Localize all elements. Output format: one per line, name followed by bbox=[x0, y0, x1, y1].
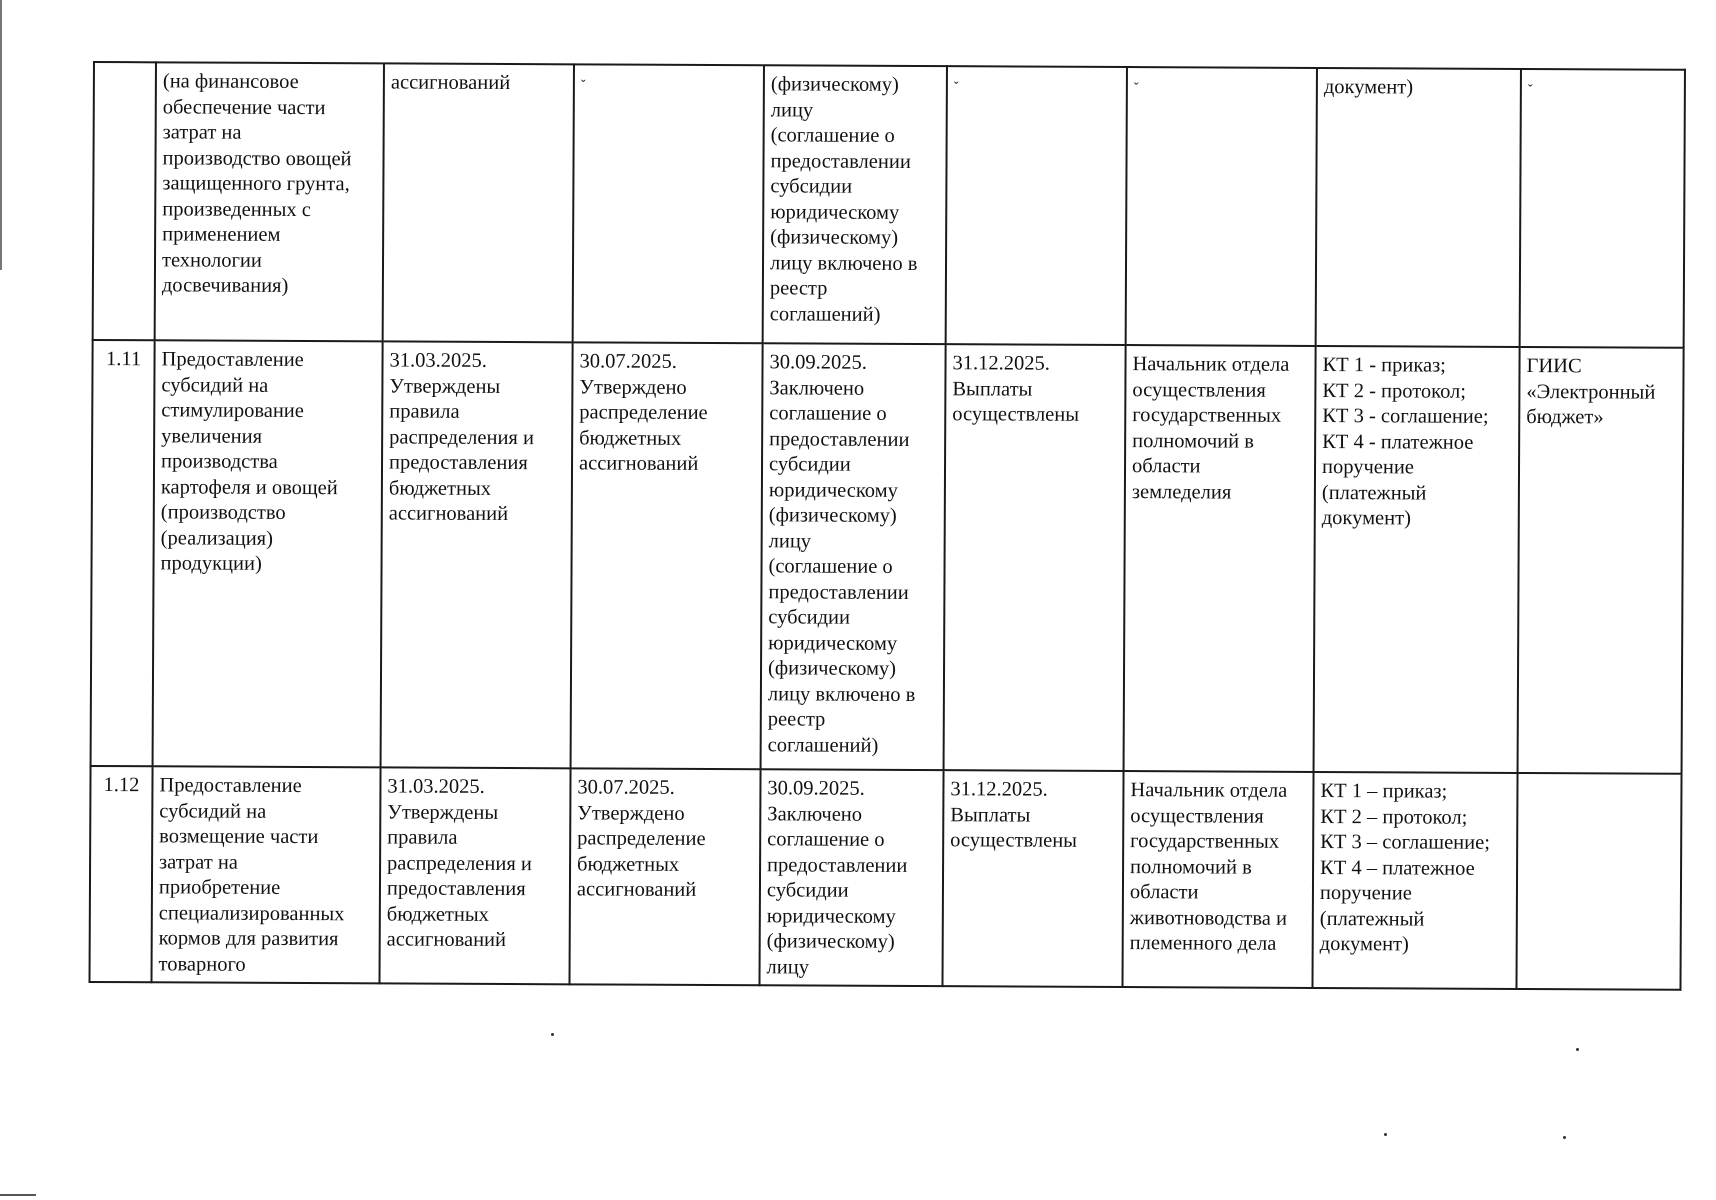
responsible-cell: Начальник отдела осуществления государственных полномочий в области животноводства и племенного дела bbox=[1122, 771, 1313, 988]
table-row bbox=[91, 340, 1684, 774]
control-point-1-cell: 31.03.2025. Утверждены правила распределения и предоставления бюджетных ассигнований bbox=[381, 341, 573, 768]
scan-speck bbox=[1384, 1133, 1387, 1136]
information-system-cell bbox=[1516, 773, 1681, 990]
scan-speck bbox=[1576, 1048, 1579, 1051]
scan-mark-icon: ˇ bbox=[953, 80, 959, 96]
control-point-3-cell: 30.09.2025. Заключено соглашение о предоставлении субсидии юридическому (физическому) лицу bbox=[759, 769, 943, 986]
table-row bbox=[93, 62, 1685, 348]
control-point-4-cell: 31.12.2025. Выплаты осуществлены bbox=[942, 770, 1123, 987]
scan-mark-icon: ˇ bbox=[1527, 83, 1533, 99]
control-point-2-cell: 30.07.2025. Утверждено распределение бюджетных ассигнований bbox=[569, 768, 760, 985]
event-name-cell: Предоставление субсидий на возмещение части затрат на приобретение специализированных кормов для развития товарного bbox=[151, 766, 380, 983]
row-number-cell: 1.11 bbox=[91, 340, 155, 766]
row-number-cell bbox=[93, 62, 156, 340]
control-point-4-cell: 31.12.2025. Выплаты осуществлены bbox=[944, 344, 1126, 771]
scan-mark-icon: ˇ bbox=[1133, 81, 1139, 97]
row-number-cell: 1.12 bbox=[89, 766, 152, 982]
scan-page-edge bbox=[0, 0, 2, 270]
event-name-cell: (на финансовое обеспечение части затрат на производство овощей защищенного грунта, произведенных с применением технологии досвечивания) bbox=[155, 62, 384, 341]
scan-page-edge-bottom bbox=[0, 1194, 36, 1196]
control-point-1-cell: ассигнований bbox=[383, 63, 574, 342]
information-system-cell: ГИИС «Электронный бюджет» bbox=[1518, 347, 1684, 774]
control-point-4-cell bbox=[946, 66, 1127, 345]
scan-speck bbox=[1563, 1136, 1566, 1139]
responsible-cell: Начальник отдела осуществления государственных полномочий в области земледелия bbox=[1124, 345, 1316, 772]
table-row bbox=[89, 766, 1681, 990]
control-point-2-cell: 30.07.2025. Утверждено распределение бюджетных ассигнований bbox=[571, 342, 763, 769]
document-type-cell: КТ 1 - приказ; КТ 2 - протокол; КТ 3 - соглашение; КТ 4 - платежное поручение (платежный документ) bbox=[1314, 346, 1520, 773]
event-name-cell: Предоставление субсидий на стимулирование увеличения производства картофеля и овощей (производство (реализация) продукции) bbox=[153, 340, 383, 767]
document-type-cell: КТ 1 – приказ; КТ 2 – протокол; КТ 3 – соглашение; КТ 4 – платежное поручение (платежный документ) bbox=[1312, 772, 1517, 989]
control-point-3-cell: 30.09.2025. Заключено соглашение о предоставлении субсидии юридическому (физическому) лицу (соглашение о предоставлении субсидии юридическому (физическому) лицу включено в реестр соглашений) bbox=[761, 343, 946, 770]
responsible-cell bbox=[1126, 67, 1317, 346]
control-point-2-cell bbox=[573, 64, 764, 343]
control-point-1-cell: 31.03.2025. Утверждены правила распределения и предоставления бюджетных ассигнований bbox=[379, 767, 570, 984]
scan-speck bbox=[551, 1033, 554, 1036]
document-type-cell: документ) bbox=[1316, 68, 1521, 347]
information-system-cell bbox=[1520, 69, 1685, 348]
scan-mark-icon: ˇ bbox=[580, 78, 586, 94]
control-point-3-cell: (физическому) лицу (соглашение о предоставлении субсидии юридическому (физическому) лицу включено в реестр соглашений) bbox=[763, 65, 947, 344]
control-points-table bbox=[88, 61, 1685, 991]
